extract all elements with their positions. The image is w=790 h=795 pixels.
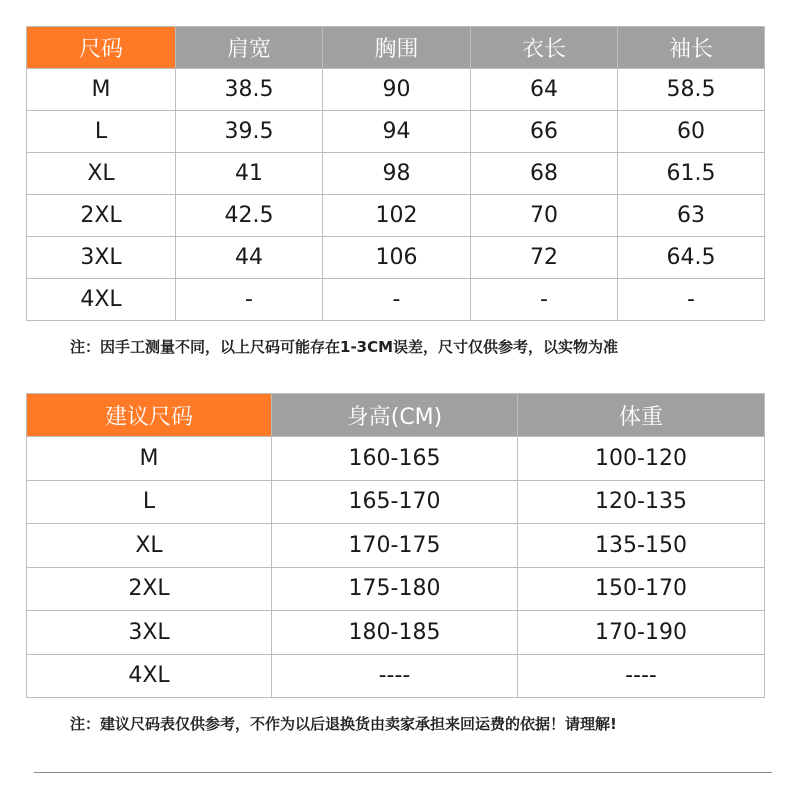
size-cell: M [27,437,272,481]
length-cell: 66 [471,111,618,153]
height-cell: 165-170 [272,480,518,524]
size-cell: XL [27,524,272,568]
recommend-header-height: 身高(CM) [272,394,518,437]
size-header-length: 衣长 [471,27,618,69]
table-row [27,195,765,237]
chest-cell: 98 [323,153,471,195]
length-cell: 64 [471,69,618,111]
size-cell: 3XL [27,611,272,655]
table-row [27,153,765,195]
chest-cell: 102 [323,195,471,237]
shoulder-cell: 44 [176,237,323,279]
chest-cell: 106 [323,237,471,279]
sleeve-cell: 61.5 [618,153,765,195]
size-header-size: 尺码 [27,27,176,69]
table-row [27,279,765,321]
chest-cell: 94 [323,111,471,153]
recommended-size-table [26,393,765,698]
height-cell: 170-175 [272,524,518,568]
table-row [27,654,765,698]
weight-cell: 135-150 [518,524,765,568]
recommend-header-size: 建议尺码 [27,394,272,437]
recommend-header-weight: 体重 [518,394,765,437]
shoulder-cell: 39.5 [176,111,323,153]
height-cell: 160-165 [272,437,518,481]
size-cell: 2XL [27,195,176,237]
size-cell: M [27,69,176,111]
bottom-divider [34,772,772,773]
weight-cell: 170-190 [518,611,765,655]
length-cell: 68 [471,153,618,195]
table-row [27,437,765,481]
disclaimer-note: 注：建议尺码表仅供参考，不作为以后退换货由卖家承担来回运费的依据！请理解! [70,715,617,733]
chest-cell: - [323,279,471,321]
length-cell: - [471,279,618,321]
height-cell: ---- [272,654,518,698]
table-row [27,611,765,655]
sleeve-cell: 64.5 [618,237,765,279]
size-cell: L [27,480,272,524]
table-row [27,69,765,111]
shoulder-cell: 38.5 [176,69,323,111]
chest-cell: 90 [323,69,471,111]
size-chart-table [26,26,765,321]
height-cell: 175-180 [272,567,518,611]
size-cell: 3XL [27,237,176,279]
weight-cell: 100-120 [518,437,765,481]
length-cell: 70 [471,195,618,237]
height-cell: 180-185 [272,611,518,655]
size-cell: 2XL [27,567,272,611]
sleeve-cell: - [618,279,765,321]
weight-cell: 120-135 [518,480,765,524]
sleeve-cell: 58.5 [618,69,765,111]
shoulder-cell: 42.5 [176,195,323,237]
table-row [27,237,765,279]
size-cell: 4XL [27,654,272,698]
size-cell: 4XL [27,279,176,321]
weight-cell: ---- [518,654,765,698]
table-row [27,524,765,568]
size-header-shoulder: 肩宽 [176,27,323,69]
size-cell: XL [27,153,176,195]
length-cell: 72 [471,237,618,279]
table-row [27,567,765,611]
shoulder-cell: 41 [176,153,323,195]
sleeve-cell: 63 [618,195,765,237]
table-row [27,111,765,153]
table-row [27,480,765,524]
weight-cell: 150-170 [518,567,765,611]
size-cell: L [27,111,176,153]
size-header-sleeve: 袖长 [618,27,765,69]
size-header-chest: 胸围 [323,27,471,69]
size-chart-header-row [27,27,765,69]
sleeve-cell: 60 [618,111,765,153]
shoulder-cell: - [176,279,323,321]
recommend-header-row [27,394,765,437]
measurement-note: 注：因手工测量不同，以上尺码可能存在1-3CM误差，尺寸仅供参考，以实物为准 [70,338,619,356]
